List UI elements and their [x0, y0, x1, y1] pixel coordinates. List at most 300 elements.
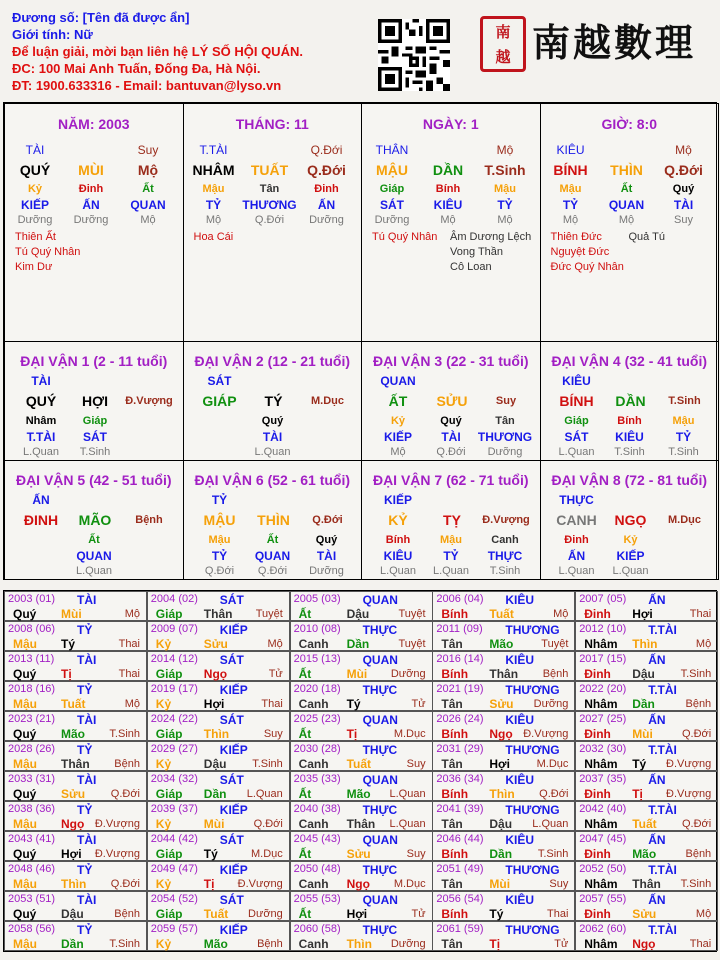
- year-label: 2046 (44): [436, 833, 484, 845]
- year-branch: Dần: [203, 787, 227, 801]
- luck-hidden-stem: Quý: [261, 415, 284, 427]
- year-stem: Quý: [13, 787, 37, 801]
- year-god: KIÊU: [505, 773, 535, 787]
- year-label: 2042 (40): [579, 803, 627, 815]
- year-stem: Tân: [441, 697, 463, 711]
- year-label: 2004 (02): [150, 593, 198, 605]
- year-branch: Dậu: [632, 667, 655, 681]
- pillar-st-2: Mộ: [497, 214, 513, 226]
- luck-stage: Suy: [495, 395, 517, 407]
- year-cell: [575, 681, 718, 711]
- luck-hidden-god: TỶ: [211, 549, 228, 563]
- year-branch: Dậu: [489, 817, 513, 831]
- pillar-stars: [551, 230, 624, 275]
- luck-title: ĐẠI VẬN 5 (42 - 51 tuổi): [15, 472, 172, 488]
- luck-title: ĐẠI VẬN 6 (52 - 61 tuổi): [194, 472, 351, 488]
- year-stage: Tử: [268, 668, 283, 680]
- year-stage: Bệnh: [114, 908, 140, 920]
- year-label: 2041 (39): [436, 803, 484, 815]
- luck-stem: CANH: [556, 512, 597, 528]
- year-stem: Kỷ: [155, 757, 172, 771]
- year-stem: Giáp: [155, 907, 183, 921]
- year-god: SÁT: [219, 833, 244, 847]
- pillar-top-2: Mộ: [496, 143, 514, 157]
- year-god: SÁT: [219, 653, 244, 667]
- year-god: QUAN: [362, 653, 398, 667]
- pillar-st-0: Dưỡng: [17, 214, 53, 226]
- year-label: 2008 (06): [8, 623, 56, 635]
- year-branch: Tị: [632, 787, 643, 801]
- year-stem: Bính: [441, 667, 469, 681]
- year-stem: Mậu: [13, 757, 37, 771]
- year-cell: [575, 891, 718, 921]
- year-stem: Ất: [298, 787, 312, 801]
- year-stem: Ất: [298, 907, 312, 921]
- pillar-st-2: Dưỡng: [309, 214, 344, 226]
- year-label: 2051 (49): [436, 863, 484, 875]
- luck-hidden-god: TÀI: [441, 430, 461, 444]
- year-label: 2038 (36): [8, 803, 56, 815]
- year-stage: Mộ: [695, 908, 712, 920]
- pillar-hs-1: Ất: [620, 183, 633, 195]
- year-god: T.TÀI: [648, 803, 677, 817]
- year-stem: Bính: [441, 847, 469, 861]
- year-branch: Mùi: [632, 727, 653, 741]
- star-item: Tú Quý Nhân: [372, 231, 438, 243]
- pillar-top-0: KIÊU: [556, 143, 585, 157]
- year-branch: Hợi: [632, 607, 653, 621]
- year-branch: Mùi: [346, 667, 368, 681]
- year-branch: Mão: [346, 787, 371, 801]
- year-stem: Mậu: [13, 877, 37, 891]
- year-cell: [575, 831, 718, 861]
- year-branch: Sửu: [489, 697, 514, 711]
- luck-hidden-god: TÀI: [262, 430, 283, 444]
- year-stem: Ất: [298, 667, 312, 681]
- year-cell: [575, 711, 718, 741]
- year-stage: Dưỡng: [390, 668, 426, 680]
- year-stem: Kỷ: [155, 817, 172, 831]
- year-stem: Đinh: [584, 787, 611, 801]
- year-cell: [290, 891, 433, 921]
- pillar-top-2: Mộ: [675, 143, 692, 157]
- year-god: KIÊU: [505, 833, 535, 847]
- pillar-hs-2: Quý: [672, 183, 695, 195]
- year-god: SÁT: [219, 713, 244, 727]
- year-god: KIÊU: [505, 593, 535, 607]
- year-cell: [147, 651, 290, 681]
- luck-hidden-stem: Quý: [315, 534, 338, 546]
- star-item: Vong Thần: [450, 246, 504, 258]
- year-cell: [4, 621, 147, 651]
- luck-branch: HỢI: [82, 393, 108, 409]
- year-label: 2013 (11): [8, 653, 55, 665]
- year-label: 2045 (43): [293, 833, 341, 845]
- year-cell: [575, 741, 718, 771]
- year-stem: Quý: [13, 607, 37, 621]
- pillar-st-1: Dưỡng: [73, 214, 109, 226]
- year-god: QUAN: [362, 773, 398, 787]
- luck-hidden-stem: Giáp: [82, 415, 108, 427]
- year-stage: Bệnh: [114, 758, 140, 770]
- luck-hidden-god: KIÊU: [383, 549, 413, 563]
- yearly-luck-grid: [3, 590, 717, 952]
- pillar-hs-2: Ất: [142, 183, 154, 195]
- year-cell: [147, 621, 290, 651]
- year-stage: L.Quan: [389, 788, 426, 800]
- year-god: T.TÀI: [648, 623, 677, 637]
- year-stage: Tuyệt: [255, 608, 283, 620]
- year-label: 2006 (04): [436, 593, 484, 605]
- year-stem: Giáp: [155, 667, 183, 681]
- year-label: 2005 (03): [293, 593, 341, 605]
- luck-god: KIÊU: [562, 374, 591, 388]
- year-branch: Hợi: [61, 847, 82, 861]
- year-cell: [147, 741, 290, 771]
- year-branch: Sửu: [61, 787, 86, 801]
- year-branch: Mão: [61, 727, 85, 741]
- year-stage: L.Quan: [246, 788, 283, 800]
- year-stem: Tân: [441, 817, 463, 831]
- year-stage: Tuyệt: [541, 638, 569, 650]
- year-cell: [575, 591, 718, 621]
- qr-code-icon: [378, 19, 450, 91]
- luck-hidden-stage: Q.Đới: [436, 446, 466, 458]
- year-branch: Tý: [203, 847, 218, 861]
- year-branch: Hợi: [346, 907, 368, 921]
- year-god: SÁT: [219, 773, 244, 787]
- year-god: TỶ: [77, 923, 93, 937]
- year-god: THỰC: [362, 743, 398, 757]
- year-god: THƯƠNG: [505, 743, 560, 757]
- luck-hidden-stage: Q.Đới: [204, 565, 235, 577]
- year-god: THỰC: [362, 863, 398, 877]
- year-label: 2022 (20): [579, 683, 627, 695]
- pillar-gods-2: TỶ: [497, 198, 513, 212]
- pillar-gods-1: THƯƠNG: [242, 198, 297, 212]
- year-stage: Thai: [546, 908, 569, 920]
- year-god: KIẾP: [219, 923, 248, 937]
- year-stem: Kỷ: [155, 637, 172, 651]
- year-label: 2019 (17): [150, 683, 198, 695]
- year-branch: Mùi: [61, 607, 82, 621]
- year-branch: Thìn: [61, 877, 87, 891]
- year-cell: [290, 711, 433, 741]
- year-stage: Tử: [411, 698, 426, 710]
- star-item: Cô Loan: [450, 261, 492, 273]
- year-branch: Mão: [203, 937, 228, 951]
- year-label: 2011 (09): [436, 623, 483, 635]
- pillar-hs-2: Mậu: [494, 183, 516, 195]
- year-branch: Ngọ: [489, 727, 513, 741]
- year-stage: Mộ: [267, 638, 283, 650]
- year-branch: Mão: [632, 847, 657, 861]
- year-stage: Thai: [118, 668, 140, 680]
- luck-branch: THÌN: [257, 512, 290, 528]
- star-item: Hoa Cái: [193, 231, 234, 243]
- year-cell: [147, 801, 290, 831]
- year-stage: Mộ: [124, 698, 140, 710]
- year-label: 2054 (52): [150, 893, 198, 905]
- year-label: 2043 (41): [8, 833, 56, 845]
- luck-stage: Q.Đới: [312, 514, 343, 526]
- year-label: 2025 (23): [293, 713, 341, 725]
- luck-hidden-stem: Canh: [491, 534, 519, 546]
- pillar-top-0: T.TÀI: [199, 143, 228, 157]
- year-label: 2035 (33): [293, 773, 341, 785]
- year-god: QUAN: [362, 593, 398, 607]
- year-cell: [147, 711, 290, 741]
- pillar-hs-0: Mậu: [202, 183, 225, 195]
- year-branch: Dần: [489, 847, 513, 861]
- luck-stage: Bệnh: [135, 514, 163, 526]
- luck-branch: DẦN: [615, 393, 646, 409]
- year-stage: Thai: [689, 608, 712, 620]
- year-label: 2018 (16): [8, 683, 56, 695]
- pillar-3: [540, 103, 720, 342]
- pillar-main-2: T.Sinh: [484, 162, 526, 178]
- luck-hidden-stage: Dưỡng: [487, 446, 523, 458]
- year-branch: Ngọ: [203, 667, 228, 681]
- year-stage: Tử: [411, 908, 426, 920]
- year-god: TÀI: [77, 653, 97, 667]
- year-cell: [575, 801, 718, 831]
- pillar-hs-1: Bính: [435, 183, 461, 195]
- year-cell: [432, 651, 575, 681]
- year-stage: Dưỡng: [533, 698, 569, 710]
- year-branch: Thân: [61, 757, 90, 771]
- year-label: 2059 (57): [150, 923, 198, 935]
- year-god: QUAN: [362, 893, 398, 907]
- year-branch: Tị: [489, 937, 501, 951]
- year-god: T.TÀI: [648, 683, 677, 697]
- luck-pillar-3: [361, 341, 541, 461]
- year-god: ẤN: [648, 593, 666, 607]
- year-cell: [290, 681, 433, 711]
- year-stem: Nhâm: [584, 877, 618, 891]
- year-stem: Bính: [441, 787, 469, 801]
- year-stage: L.Quan: [389, 818, 426, 830]
- year-stem: Bính: [441, 727, 469, 741]
- luck-hidden-god: SÁT: [83, 430, 107, 444]
- pillar-main-1: DẦN: [432, 162, 464, 178]
- luck-god: SÁT: [207, 374, 232, 388]
- luck-hidden-stage: T.Sinh: [79, 446, 111, 458]
- luck-hidden-stem: Bính: [617, 415, 642, 427]
- year-stem: Nhâm: [584, 817, 618, 831]
- year-stage: Bệnh: [542, 668, 569, 680]
- pillar-top-2: Q.Đới: [310, 143, 343, 157]
- pillar-stars-2: [450, 230, 531, 275]
- year-stem: Mậu: [13, 697, 37, 711]
- year-label: 2053 (51): [8, 893, 56, 905]
- luck-pillar-6: [183, 460, 363, 580]
- luck-stem: MẬU: [203, 512, 236, 528]
- year-cell: [290, 921, 433, 951]
- pillar-hs-2: Đinh: [314, 183, 339, 195]
- luck-title: ĐẠI VẬN 2 (12 - 21 tuổi): [194, 353, 351, 369]
- year-stem: Ất: [298, 727, 312, 741]
- luck-hidden-stage: Mộ: [390, 446, 406, 458]
- pillar-2: [361, 103, 541, 342]
- year-god: ẤN: [648, 713, 666, 727]
- year-branch: Tý: [489, 907, 504, 921]
- address: ĐC: 100 Mai Anh Tuấn, Đống Đa, Hà Nội.: [12, 61, 261, 76]
- luck-stage: M.Dục: [668, 514, 701, 526]
- luck-title: ĐẠI VẬN 8 (72 - 81 tuổi): [551, 472, 708, 488]
- year-stage: Q.Đới: [681, 728, 712, 740]
- year-stage: T.Sinh: [109, 728, 140, 740]
- year-stage: Tử: [554, 938, 569, 950]
- year-god: QUAN: [362, 713, 398, 727]
- year-stage: Dưỡng: [248, 908, 283, 920]
- luck-hidden-god: TỶ: [675, 430, 692, 444]
- year-label: 2031 (29): [436, 743, 484, 755]
- pillar-top-0: TÀI: [25, 143, 45, 157]
- luck-hidden-stage: L.Quan: [558, 565, 595, 577]
- luck-hidden-stem: Ất: [88, 534, 100, 546]
- year-label: 2062 (60): [579, 923, 627, 935]
- year-cell: [4, 681, 147, 711]
- year-cell: [4, 861, 147, 891]
- pillar-main-1: THÌN: [610, 162, 643, 178]
- pillar-top-2: Suy: [137, 143, 159, 157]
- year-cell: [290, 591, 433, 621]
- luck-hidden-god: TÀI: [316, 549, 337, 563]
- year-god: KIẾP: [219, 863, 248, 877]
- year-label: 2060 (58): [293, 923, 341, 935]
- year-cell: [4, 831, 147, 861]
- pillar-gods-2: TÀI: [673, 198, 694, 212]
- year-stem: Giáp: [155, 787, 183, 801]
- luck-hidden-god: SÁT: [564, 430, 589, 444]
- year-label: 2048 (46): [8, 863, 56, 875]
- year-branch: Tuất: [61, 697, 86, 711]
- year-label: 2021 (19): [436, 683, 484, 695]
- luck-hidden-stem: Đinh: [564, 534, 589, 546]
- year-branch: Tị: [203, 877, 215, 891]
- year-god: ẤN: [648, 833, 666, 847]
- pillar-stars: [15, 230, 80, 275]
- year-branch: Tuất: [632, 817, 657, 831]
- year-stage: T.Sinh: [680, 668, 712, 680]
- year-cell: [575, 771, 718, 801]
- year-label: 2028 (26): [8, 743, 56, 755]
- luck-hidden-stem: Kỷ: [623, 534, 638, 546]
- year-god: THỰC: [362, 923, 398, 937]
- pillar-0: [4, 103, 184, 342]
- year-cell: [575, 921, 718, 951]
- year-cell: [4, 801, 147, 831]
- year-cell: [147, 921, 290, 951]
- year-god: KIÊU: [505, 653, 535, 667]
- year-stem: Đinh: [584, 607, 611, 621]
- luck-branch: TÝ: [264, 393, 283, 409]
- year-god: TỶ: [77, 743, 93, 757]
- year-god: THỰC: [362, 683, 398, 697]
- pillar-hs-0: Kỷ: [27, 183, 43, 195]
- year-label: 2037 (35): [579, 773, 627, 785]
- year-label: 2047 (45): [579, 833, 627, 845]
- luck-god: QUAN: [380, 374, 416, 388]
- year-cell: [432, 831, 575, 861]
- year-stage: Q.Đới: [681, 818, 712, 830]
- year-label: 2040 (38): [293, 803, 341, 815]
- luck-stem: QUÝ: [25, 393, 57, 409]
- year-cell: [432, 711, 575, 741]
- year-cell: [575, 651, 718, 681]
- year-stem: Kỷ: [155, 877, 172, 891]
- year-stem: Nhâm: [584, 637, 618, 651]
- year-branch: Mùi: [489, 877, 511, 891]
- year-god: TỶ: [77, 863, 93, 877]
- star-item: Đức Quý Nhân: [550, 261, 624, 273]
- year-stem: Đinh: [584, 907, 611, 921]
- luck-hidden-stage: L.Quan: [432, 565, 470, 577]
- year-cell: [4, 771, 147, 801]
- year-stem: Đinh: [584, 727, 611, 741]
- year-cell: [432, 921, 575, 951]
- luck-hidden-stage: L.Quan: [75, 565, 113, 577]
- year-stem: Canh: [298, 877, 329, 891]
- year-branch: Dậu: [61, 907, 84, 921]
- header-info: [12, 9, 372, 94]
- year-god: T.TÀI: [648, 863, 677, 877]
- year-cell: [290, 621, 433, 651]
- year-stage: Thai: [261, 698, 283, 710]
- year-stem: Nhâm: [584, 757, 618, 771]
- luck-hidden-god: ẤN: [567, 549, 586, 563]
- year-cell: [147, 681, 290, 711]
- year-branch: Hợi: [489, 757, 510, 771]
- year-label: 2039 (37): [150, 803, 198, 815]
- year-god: THỰC: [362, 623, 398, 637]
- luck-hidden-stem: Mậu: [672, 415, 695, 427]
- luck-god: TÀI: [31, 374, 51, 388]
- year-god: KIẾP: [219, 683, 248, 697]
- luck-hidden-god: QUAN: [76, 549, 112, 563]
- luck-stem: KỶ: [388, 512, 408, 528]
- pillar-title: NĂM: 2003: [57, 116, 130, 132]
- luck-hidden-stage: L.Quan: [612, 565, 649, 577]
- year-stage: Đ.Vượng: [237, 878, 283, 890]
- pillar-st-2: Mộ: [140, 214, 156, 226]
- year-branch: Dậu: [203, 757, 227, 771]
- year-cell: [290, 741, 433, 771]
- luck-hidden-god: THƯƠNG: [477, 430, 533, 444]
- year-stage: Suy: [263, 728, 283, 740]
- year-cell: [147, 861, 290, 891]
- year-god: KIẾP: [219, 623, 248, 637]
- luck-hidden-stem: Bính: [385, 534, 411, 546]
- star-item: Âm Dương Lệch: [450, 231, 532, 243]
- luck-pillar-5: [4, 460, 184, 580]
- year-god: THƯƠNG: [505, 863, 560, 877]
- pillar-main-1: MÙI: [78, 162, 104, 178]
- pillar-gods-1: QUAN: [608, 198, 645, 212]
- year-stage: Bệnh: [685, 848, 712, 860]
- year-branch: Tuất: [346, 757, 372, 771]
- year-stage: M.Dục: [251, 848, 283, 860]
- luck-hidden-stem: Tân: [495, 415, 515, 427]
- year-branch: Thân: [632, 877, 661, 891]
- luck-pillar-7: [361, 460, 541, 580]
- year-cell: [432, 771, 575, 801]
- year-label: 2057 (55): [579, 893, 627, 905]
- year-label: 2027 (25): [579, 713, 627, 725]
- luck-hidden-stem: Ất: [266, 534, 279, 546]
- luck-stage: Đ.Vượng: [482, 514, 530, 526]
